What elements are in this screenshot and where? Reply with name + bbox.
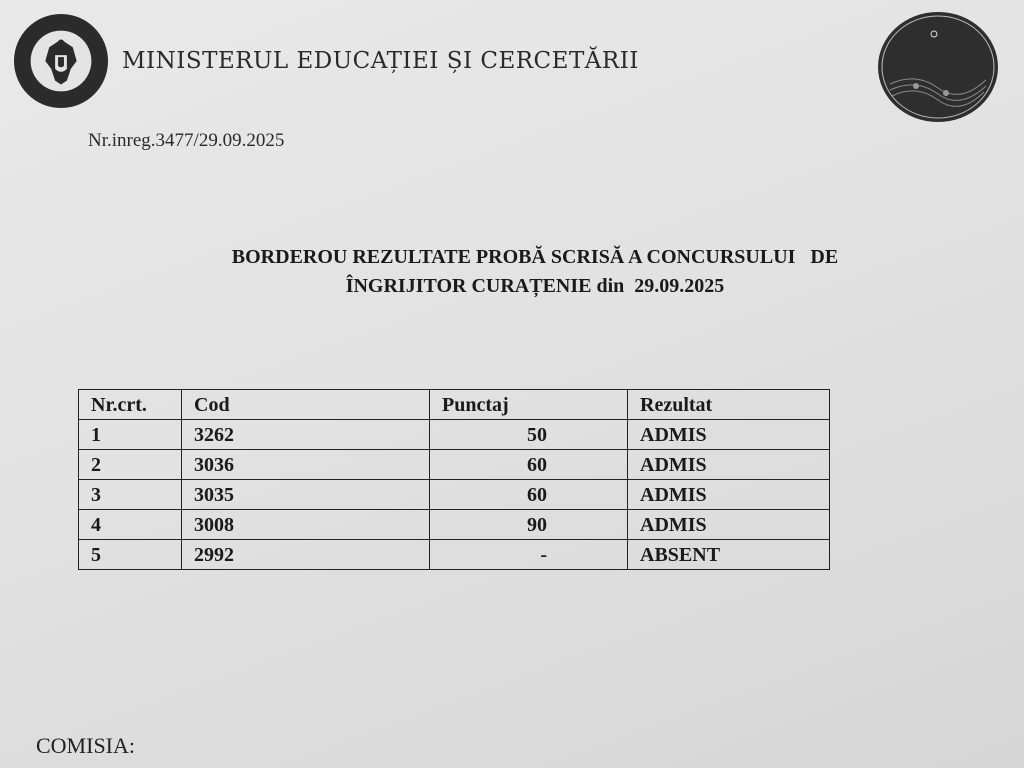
document-title — [100, 243, 970, 301]
cell-punctaj: 90 — [430, 510, 628, 540]
cell-rezultat: ADMIS — [628, 450, 830, 480]
cell-punctaj: 60 — [430, 480, 628, 510]
cell-nr-crt: 2 — [79, 450, 182, 480]
cell-nr-crt: 5 — [79, 540, 182, 570]
table-header-row — [79, 390, 830, 420]
header-cod: Cod — [182, 390, 430, 420]
cell-cod: 2992 — [182, 540, 430, 570]
title-line-2: ÎNGRIJITOR CURAȚENIE din 29.09.2025 — [345, 275, 725, 297]
cell-cod: 3035 — [182, 480, 430, 510]
cell-punctaj: - — [430, 540, 628, 570]
table-row — [79, 450, 830, 480]
cell-punctaj: 60 — [430, 450, 628, 480]
registration-number: Nr.inreg.3477/29.09.2025 — [88, 130, 285, 151]
cell-cod: 3262 — [182, 420, 430, 450]
cell-cod: 3036 — [182, 450, 430, 480]
table-row — [79, 540, 830, 570]
ministry-name: MINISTERUL EDUCAȚIEI ȘI CERCETĂRII — [122, 48, 639, 74]
cell-cod: 3008 — [182, 510, 430, 540]
cell-rezultat: ADMIS — [628, 510, 830, 540]
cell-rezultat: ABSENT — [628, 540, 830, 570]
header-punctaj: Punctaj — [430, 390, 628, 420]
results-table — [78, 389, 830, 570]
cell-punctaj: 50 — [430, 420, 628, 450]
school-logo — [876, 10, 1000, 125]
cell-rezultat: ADMIS — [628, 480, 830, 510]
government-emblem-logo — [12, 12, 110, 110]
table-row — [79, 510, 830, 540]
cell-nr-crt: 3 — [79, 480, 182, 510]
table-row — [79, 480, 830, 510]
table-row — [79, 420, 830, 450]
cell-nr-crt: 1 — [79, 420, 182, 450]
header-nr-crt: Nr.crt. — [79, 390, 182, 420]
committee-label: COMISIA: — [36, 733, 136, 758]
title-line-1: BORDEROU REZULTATE PROBĂ SCRISĂ A CONCURSULUI DE — [231, 246, 839, 268]
cell-nr-crt: 4 — [79, 510, 182, 540]
cell-rezultat: ADMIS — [628, 420, 830, 450]
header-rezultat: Rezultat — [628, 390, 830, 420]
